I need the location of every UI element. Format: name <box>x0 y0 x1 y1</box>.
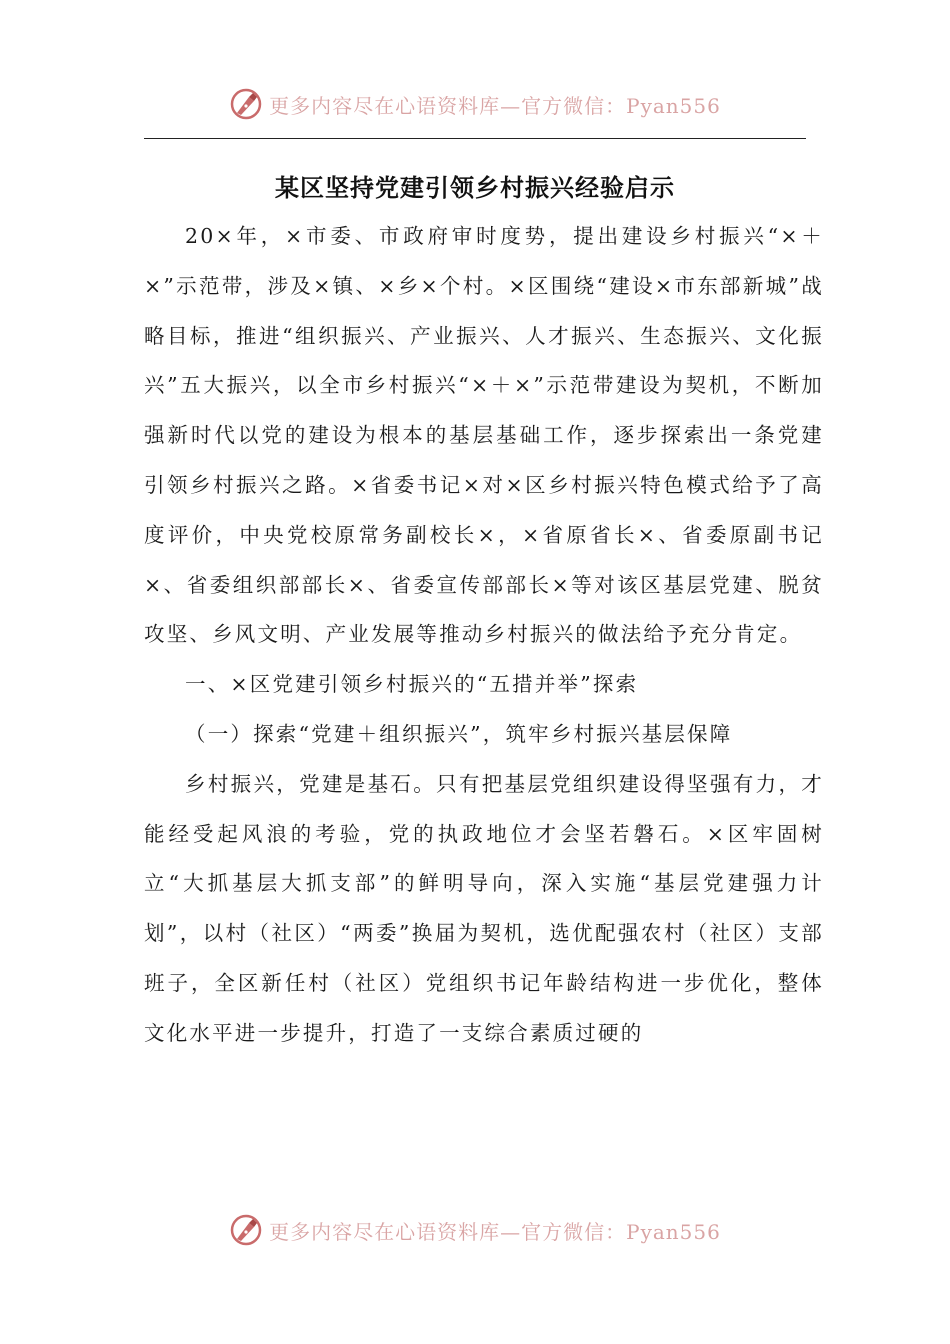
pen-nib-logo-icon <box>229 87 263 121</box>
footer-watermark <box>0 1208 950 1252</box>
header-divider <box>144 138 806 139</box>
paragraph-organization: 乡村振兴，党建是基石。只有把基层党组织建设得坚强有力，才能经受起风浪的考验，党的执政地位才会坚若磐石。×区牢固树立“大抓基层大抓支部”的鲜明导向，深入实施“基层党建强力计划”，以村（社区）“两委”换届为契机，选优配强农村（社区）支部班子，全区新任村（社区）党组织书记年龄结构进一步优化，整体文化水平进一步提升，打造了一支综合素质过硬的 <box>144 771 824 1045</box>
section-heading: 一、×区党建引领乡村振兴的“五措并举”探索 <box>185 672 639 697</box>
document-title: 某区坚持党建引领乡村振兴经验启示 <box>275 174 675 202</box>
header-watermark <box>0 82 950 126</box>
paragraph-intro: 20×年，×市委、市政府审时度势，提出建设乡村振兴“×＋×”示范带，涉及×镇、×乡×个村。×区围绕“建设×市东部新城”战略目标，推进“组织振兴、产业振兴、人才振兴、生态振兴、文化振兴”五大振兴，以全市乡村振兴“×＋×”示范带建设为契机，不断加强新时代以党的建设为根本的基层基础工作，逐步探索出一条党建引领乡村振兴之路。×省委书记×对×区乡村振兴特色模式给予了高度评价，中央党校原常务副校长×，×省原省长×、省委原副书记×、省委组织部部长×、省委宣传部部长×等对该区基层党建、脱贫攻坚、乡风文明、产业发展等推动乡村振兴的做法给予充分肯定。 <box>144 224 824 647</box>
watermark-text: 更多内容尽在心语资料库—官方微信：Pyan556 <box>269 1219 721 1244</box>
pen-nib-logo-icon <box>229 1213 263 1247</box>
watermark-text: 更多内容尽在心语资料库—官方微信：Pyan556 <box>269 93 721 118</box>
document-body <box>144 212 824 1059</box>
subsection-heading: （一）探索“党建＋组织振兴”，筑牢乡村振兴基层保障 <box>185 721 733 746</box>
